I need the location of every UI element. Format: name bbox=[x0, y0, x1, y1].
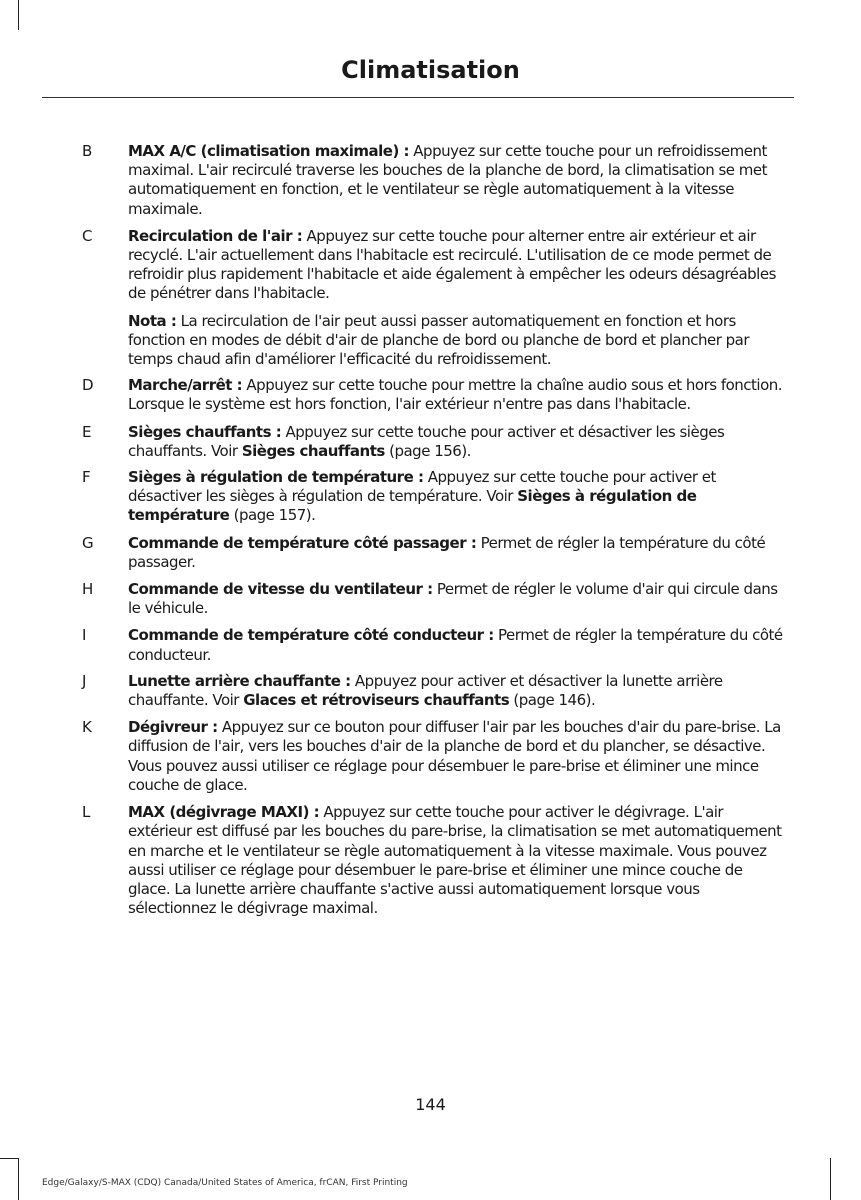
control-descriptions-list bbox=[0, 142, 861, 918]
entry-description bbox=[128, 803, 786, 918]
title-divider bbox=[42, 97, 794, 98]
entry-text: Appuyez sur ce bouton pour diffuser l'air par les bouches d'air du pare-brise. La diffusion de l'air, vers les bouches d'air de la planche de bord et du plancher, se désactive. Vous pouvez aussi utiliser ce réglage pour désembuer le pare-brise et éliminer une mince couche de glace. bbox=[128, 718, 781, 794]
entry-term: Commande de vitesse du ventilateur : bbox=[128, 580, 433, 599]
entry-key: H bbox=[82, 580, 94, 599]
entry-d bbox=[0, 376, 861, 414]
entry-term: Sièges à régulation de température : bbox=[128, 468, 424, 487]
entry-b bbox=[0, 142, 861, 219]
entry-key: D bbox=[82, 376, 94, 395]
entry-text: Appuyez sur cette touche pour activer le dégivrage. L'air extérieur est diffusé par les bouches du pare-brise, la climatisation se met automatiquement en marche et le ventilateur se règle automatiquement à la vitesse maximale. Vous pouvez aussi utiliser ce réglage pour désembuer le pare-brise et éliminer une mince couche de glace. La lunette arrière chauffante s'active aussi automatiquement lorsque vous sélectionnez le dégivrage maximal. bbox=[128, 803, 782, 918]
entry-term: MAX (dégivrage MAXI) : bbox=[128, 803, 320, 822]
entry-description bbox=[128, 142, 786, 219]
crop-mark-bottom-left-vertical bbox=[18, 1158, 19, 1200]
entry-text: Permet de régler la température du côté passager. bbox=[128, 533, 766, 571]
entry-text: Appuyez pour activer et désactiver la lunette arrière chauffante. Voir bbox=[128, 671, 723, 710]
entry-term: Nota : bbox=[128, 311, 177, 330]
entry-key: E bbox=[82, 422, 92, 441]
entry-c bbox=[0, 227, 861, 304]
entry-term: Recirculation de l'air : bbox=[128, 226, 303, 245]
cross-reference-link[interactable]: Sièges à régulation de température bbox=[128, 487, 697, 525]
entry-text: Appuyez sur cette touche pour mettre la chaîne audio sous et hors fonction. Lorsque le système est hors fonction, l'air extérieur n'entre pas dans l'habitacle. bbox=[128, 376, 783, 414]
entry-term: Marche/arrêt : bbox=[128, 376, 243, 395]
entry-description bbox=[128, 626, 786, 664]
entry-l bbox=[0, 803, 861, 918]
entry-term: MAX A/C (climatisation maximale) : bbox=[128, 142, 410, 160]
entry-text: La recirculation de l'air peut aussi passer automatiquement en fonction et hors fonction en modes de débit d'air de planche de bord ou planche de bord et plancher par temps chaud afin d'améliorer l'efficacité du refroidissement. bbox=[128, 311, 750, 369]
entry-term: Sièges chauffants : bbox=[128, 422, 282, 441]
entry-text: Appuyez sur cette touche pour activer et désactiver les sièges chauffants. Voir bbox=[128, 422, 725, 460]
entry-description bbox=[128, 718, 786, 795]
entry-key: K bbox=[82, 718, 92, 737]
entry-term: Commande de température côté passager : bbox=[128, 533, 477, 552]
entry-text: Appuyez sur cette touche pour activer et désactiver les sièges à régulation de température. Voir bbox=[128, 468, 716, 506]
page-reference: (page 146). bbox=[509, 691, 596, 710]
entry-description bbox=[128, 580, 786, 618]
page-number: 144 bbox=[415, 1095, 446, 1114]
entry-key: F bbox=[82, 468, 91, 487]
entry-i bbox=[0, 626, 861, 664]
entry-description bbox=[128, 312, 786, 370]
entry-g bbox=[0, 534, 861, 572]
entry-term: Lunette arrière chauffante : bbox=[128, 671, 351, 690]
entry-note bbox=[0, 312, 861, 370]
entry-key: B bbox=[82, 142, 93, 160]
crop-mark-bottom-left-horizontal bbox=[0, 1158, 18, 1159]
entry-h bbox=[0, 580, 861, 618]
entry-term: Dégivreur : bbox=[128, 718, 218, 737]
entry-text: Permet de régler le volume d'air qui circule dans le véhicule. bbox=[128, 580, 778, 618]
entry-description bbox=[128, 227, 786, 304]
entry-e bbox=[0, 423, 861, 461]
crop-mark-top-left bbox=[18, 0, 19, 30]
entry-j bbox=[0, 672, 861, 710]
entry-f bbox=[0, 468, 861, 526]
entry-key: C bbox=[82, 226, 93, 245]
entry-description bbox=[128, 376, 786, 414]
entry-k bbox=[0, 718, 861, 795]
entry-key: I bbox=[82, 626, 87, 645]
entry-text: Appuyez sur cette touche pour alterner entre air extérieur et air recyclé. L'air actuellement dans l'habitacle est recirculé. L'utilisation de ce mode permet de refroidir plus rapidement l'habitacle et aide également à empêcher les odeurs désagréables de pénétrer dans l'habitacle. bbox=[128, 226, 776, 303]
entry-key: G bbox=[82, 533, 94, 552]
page-reference: (page 156). bbox=[384, 441, 471, 460]
page-reference: (page 157). bbox=[229, 506, 316, 525]
cross-reference-link[interactable]: Glaces et rétroviseurs chauffants bbox=[243, 691, 510, 710]
cross-reference-link[interactable]: Sièges chauffants bbox=[241, 441, 385, 460]
entry-text: Permet de régler la température du côté conducteur. bbox=[128, 626, 783, 664]
crop-mark-bottom-right bbox=[830, 1158, 831, 1200]
entry-description bbox=[128, 468, 786, 526]
entry-text: Appuyez sur cette touche pour un refroidissement maximal. L'air recirculé traverse les bouches de la planche de bord, la climatisation se met automatiquement en fonction, et le ventilateur se règle automatiquement à la vitesse maximale. bbox=[128, 142, 768, 218]
entry-term: Commande de température côté conducteur : bbox=[128, 626, 494, 645]
entry-description bbox=[128, 534, 786, 572]
entry-description bbox=[128, 672, 786, 710]
page-title: Climatisation bbox=[341, 56, 520, 84]
entry-key: L bbox=[82, 803, 91, 822]
entry-key: J bbox=[82, 671, 87, 690]
entry-description bbox=[128, 423, 786, 461]
footer-print-info: Edge/Galaxy/S-MAX (CDQ) Canada/United States of America, frCAN, First Printing bbox=[42, 1178, 408, 1188]
